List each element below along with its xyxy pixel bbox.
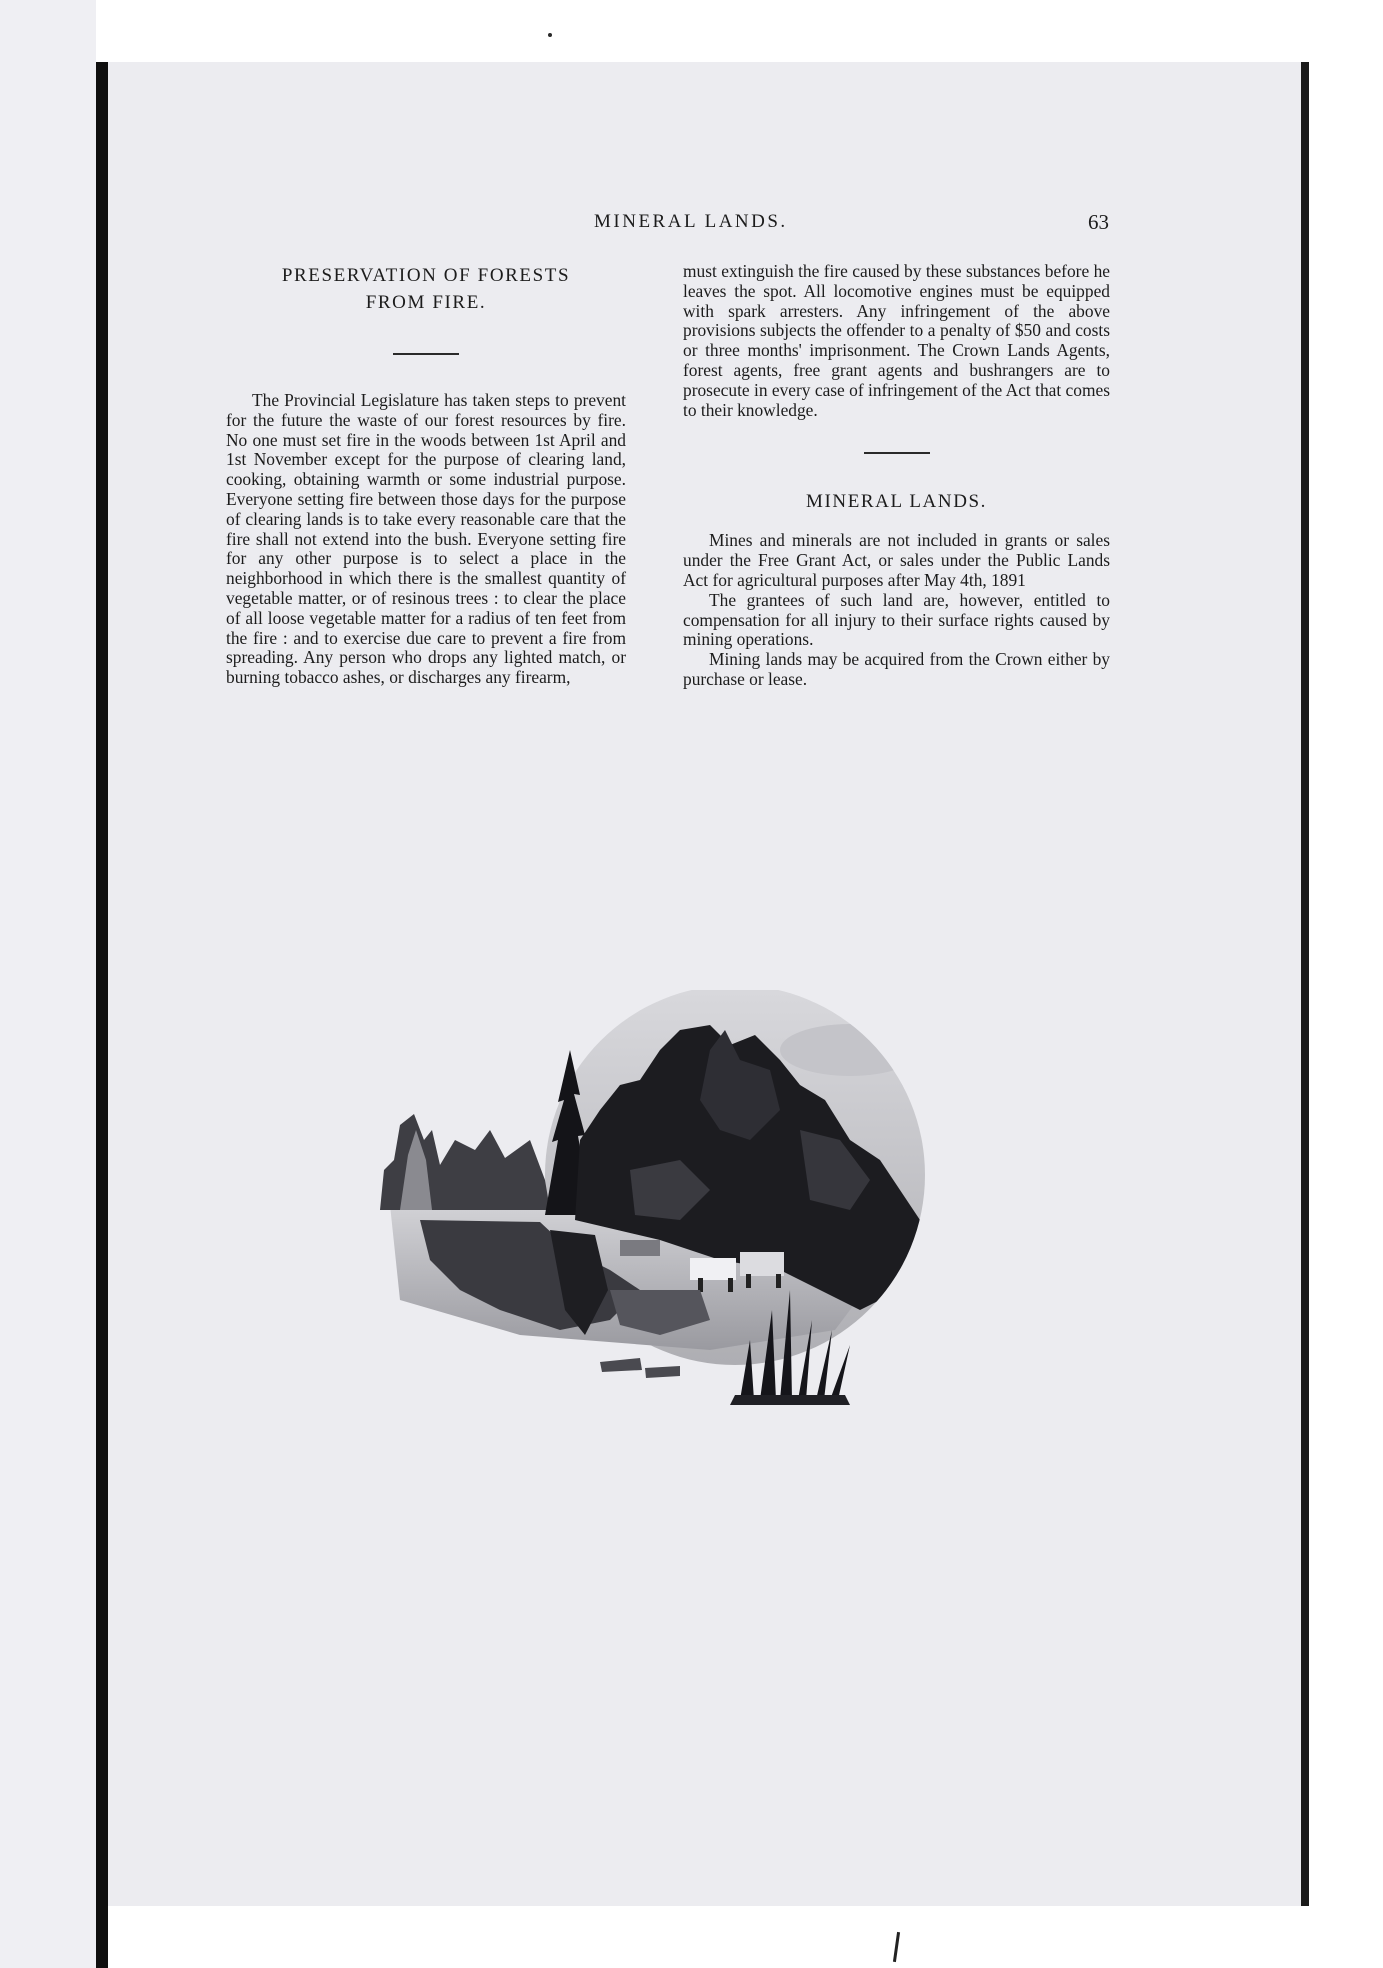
- mineral-section-title: MINERAL LANDS.: [805, 491, 988, 513]
- forest-section-title: [226, 262, 626, 316]
- page-left-edge: [96, 62, 108, 1968]
- forest-title-line2: FROM FIRE.: [365, 292, 487, 313]
- page-number: 63: [1088, 210, 1109, 234]
- lake-landscape-illustration: [380, 990, 960, 1410]
- forest-paragraph: The Provincial Legislature has taken steps to prevent for the future the waste of our forest resources by fire. No one must set fire in the woods between 1st April and 1st November except for the purpose of clearing land, cooking, obtaining warmth or some industrial purpose. Everyone setting fire between those days for the purpose of clearing lands is to take every reasonable care that the fire shall not extend into the bush. Everyone setting fire for any other purpose is to select a place in the neighborhood in which there is the smallest quantity of vegetable matter, or of resinous trees : to clear the place of all loose vegetable matter for a radius of ten feet from the fire : and to exercise due care to prevent a fire from spreading. Any person who drops any lighted match, or burning tobacco ashes, or discharges any firearm,: [226, 390, 626, 688]
- scan-speck: [548, 33, 552, 37]
- forest-title-line1: PRESERVATION OF FORESTS: [281, 265, 571, 286]
- scan-bottom-margin: [108, 1906, 1309, 1968]
- section-divider: [864, 452, 930, 454]
- mineral-paragraph: Mines and minerals are not included in grants or sales under the Free Grant Act, or sales under the Public Lands Act for agricultural purposes after May 4th, 1891: [683, 530, 1110, 590]
- mineral-paragraph: Mining lands may be acquired from the Crown either by purchase or lease.: [683, 649, 1110, 689]
- forest-paragraph-continued: must extinguish the fire caused by these substances before he leaves the spot. All locomotive engines must be equipped with spark arresters. Any infringement of the above provisions subjects the offender to a penalty of $50 and costs or three months' imprisonment. The Crown Lands Agents, forest agents, free grant agents and bushrangers are to prosecute in every case of infringement of the Act that comes to their knowledge.: [683, 261, 1110, 420]
- running-head: MINERAL LANDS.: [594, 211, 788, 232]
- mineral-paragraph: The grantees of such land are, however, entitled to compensation for all injury to their surface rights caused by mining operations.: [683, 589, 1110, 650]
- right-column: [683, 262, 1110, 690]
- scan-margin: [0, 0, 96, 1968]
- left-column: [226, 262, 626, 688]
- page-right-edge: [1301, 62, 1309, 1906]
- section-divider: [393, 353, 459, 355]
